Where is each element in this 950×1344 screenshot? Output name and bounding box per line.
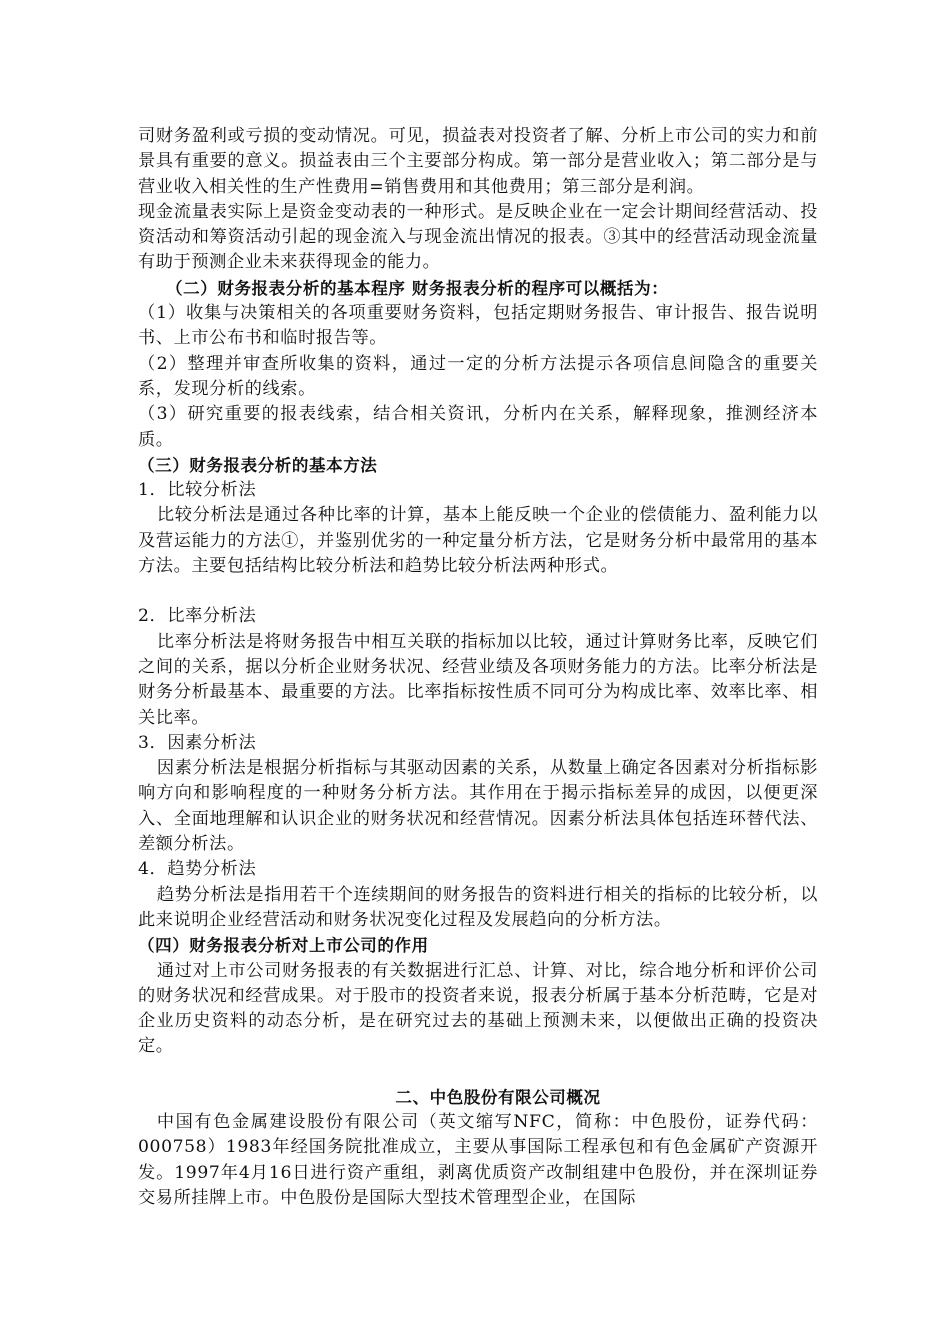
method-2-title: 2．比率分析法 xyxy=(138,606,257,627)
paragraph-company: 中国有色金属建设股份有限公司（英文缩写NFC，简称：中色股份，证券代码：000758）1983年经国务院批准成立，主要从事国际工程承包和有色金属矿产资源开发。1997年4月16日进行资产重组，剥离优质资产改制组建中色股份，并在深圳证券交易所挂牌上市。中色股份是国际大型技术管理型企业，在国际 xyxy=(138,1111,818,1208)
step-1: （1）收集与决策相关的各项重要财务资料，包括定期财务报告、审计报告、报告说明书、上市公布书和临时报告等。 xyxy=(138,303,818,349)
heading-procedure: （二）财务报表分析的基本程序 财务报表分析的程序可以概括为： xyxy=(166,278,669,298)
heading-role: （四）财务报表分析对上市公司的作用 xyxy=(138,936,429,956)
blank-line xyxy=(138,1060,818,1085)
method-1-body: 比较分析法是通过各种比率的计算，基本上能反映一个企业的偿债能力、盈利能力以及营运能力的方法①，并鉴别优劣的一种定量分析方法，它是财务分析中最常用的基本方法。主要包括结构比较分析法和趋势比较分析法两种形式。 xyxy=(138,505,818,577)
method-2-body: 比率分析法是将财务报告中相互关联的指标加以比较，通过计算财务比率，反映它们之间的关系，据以分析企业财务状况、经营业绩及各项财务能力的方法。比率分析法是财务分析最基本、最重要的方法。比率指标按性质不同可分为构成比率、效率比率、相关比率。 xyxy=(138,631,818,728)
method-4-body: 趋势分析法是指用若干个连续期间的财务报告的资料进行相关的指标的比较分析，以此来说明企业经营活动和财务状况变化过程及发展趋向的分析方法。 xyxy=(138,884,818,930)
paragraph-role: 通过对上市公司财务报表的有关数据进行汇总、计算、对比，综合地分析和评价公司的财务状况和经营成果。对于股市的投资者来说，报表分析属于基本分析范畴，它是对企业历史资料的动态分析，是在研究过去的基础上预测未来，以便做出正确的投资决定。 xyxy=(138,960,818,1057)
paragraph-cash-flow: 现金流量表实际上是资金变动表的一种形式。是反映企业在一定会计期间经营活动、投资活动和筹资活动引起的现金流入与现金流出情况的报表。③其中的经营活动现金流量有助于预测企业未来获得现金的能力。 xyxy=(138,201,818,273)
step-2: （2）整理并审查所收集的资料，通过一定的分析方法提示各项信息间隐含的重要关系，发现分析的线索。 xyxy=(138,353,818,399)
document-page xyxy=(138,124,818,1211)
step-3: （3）研究重要的报表线索，结合相关资讯，分析内在关系，解释现象，推测经济本质。 xyxy=(138,404,818,450)
paragraph-income-statement: 司财务盈利或亏损的变动情况。可见，损益表对投资者了解、分析上市公司的实力和前景具有重要的意义。损益表由三个主要部分构成。第一部分是营业收入；第二部分是与营业收入相关性的生产性费用=销售费用和其他费用；第三部分是利润。 xyxy=(138,126,818,197)
method-3-title: 3．因素分析法 xyxy=(138,732,257,753)
section-title-company: 二、中色股份有限公司概况 xyxy=(395,1087,601,1107)
method-3-body: 因素分析法是根据分析指标与其驱动因素的关系，从数量上确定各因素对分析指标影响方向和影响程度的一种财务分析方法。其作用在于揭示指标差异的成因，以便更深入、全面地理解和认识企业的财务状况和经营情况。因素分析法具体包括连环替代法、差额分析法。 xyxy=(138,758,818,855)
blank-line xyxy=(138,579,818,604)
method-4-title: 4．趋势分析法 xyxy=(138,859,257,880)
heading-methods: （三）财务报表分析的基本方法 xyxy=(138,455,378,475)
method-1-title: 1．比较分析法 xyxy=(138,480,257,501)
